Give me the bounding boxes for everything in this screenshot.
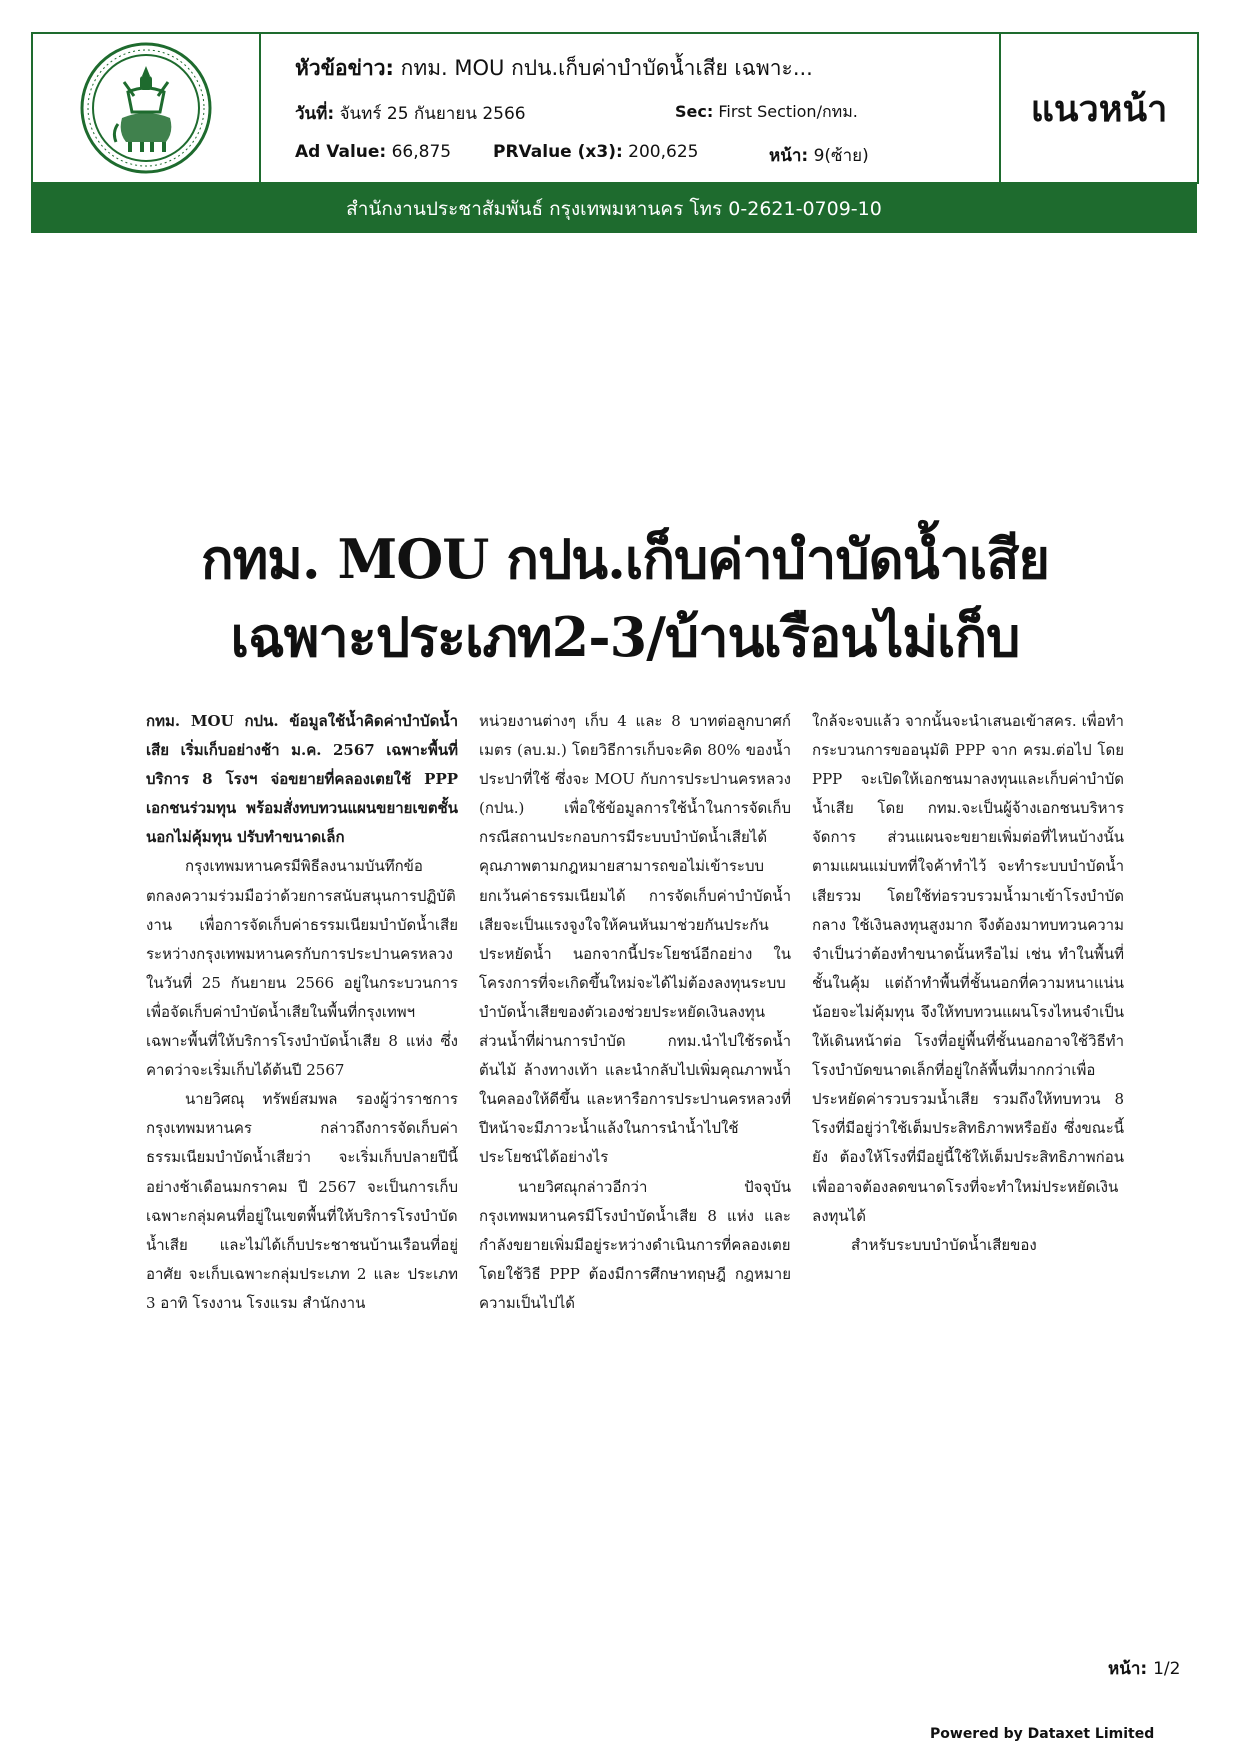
column-1 [146, 707, 458, 1318]
prvalue: 200,625 [628, 142, 699, 162]
date-field [295, 100, 526, 127]
page-number [1108, 1655, 1180, 1682]
body-paragraph: กรุงเทพมหานครมีพิธีลงนามบันทึกข้อตกลงความร่วมมือว่าด้วยการสนับสนุนการปฏิบัติงาน เพื่อการจัดเก็บค่าธรรมเนียมบำบัดน้ำเสียระหว่างกรุงเทพมหานครกับการประปานครหลวง ในวันที่ 25 กันยายน 2566 อยู่ในกระบวนการเพื่อจัดเก็บค่าบำบัดน้ำเสียในพื้นที่กรุงเทพฯ เฉพาะพื้นที่ให้บริการโรงบำบัดน้ำเสีย 8 แห่ง ซึ่งคาดว่าจะเริ่มเก็บได้ต้นปี 2567 [146, 857, 458, 1080]
page-label: หน้า: [769, 146, 809, 166]
prvalue-label: PRValue (x3): [493, 142, 623, 162]
header-box [31, 32, 1199, 184]
logo-cell [33, 34, 261, 182]
lead-paragraph: กทม. MOU กปน. ข้อมูลใช้น้ำคิดค่าบำบัดน้ำเสีย เริ่มเก็บอย่างช้า ม.ค. 2567 เฉพาะพื้นที่บริการ 8 โรงฯ จ่อขยายที่คลองเตยใช้ PPP เอกชนร่วมทุน พร้อมสั่งทบทวนแผนขยายเขตชั้นนอกไม่คุ้มทุน ปรับทำขนาดเล็ก [146, 712, 458, 847]
page-field [769, 142, 869, 169]
ad-value: 66,875 [391, 142, 452, 162]
section-label: Sec: [675, 102, 714, 121]
headline-label: หัวข้อข่าว: [295, 56, 394, 80]
date-value: จันทร์ 25 กันยายน 2566 [339, 104, 526, 124]
ad-value-label: Ad Value: [295, 142, 387, 162]
article-body [146, 707, 1126, 1437]
headline-line-2: เฉพาะประเภท2-3/บ้านเรือนไม่เก็บ [230, 605, 1020, 669]
section-field [675, 100, 858, 125]
section-value: First Section/กทม. [718, 102, 858, 121]
headline-value: กทม. MOU กปน.เก็บค่าบำบัดน้ำเสีย เฉพาะ... [400, 56, 813, 80]
body-paragraph: หน่วยงานต่างๆ เก็บ 4 และ 8 บาทต่อลูกบาศก์เมตร (ลบ.ม.) โดยวิธีการเก็บจะคิด 80% ของน้ำประปาที่ใช้ ซึ่งจะ MOU กับการประปานครหลวง (กปน.) เพื่อใช้ข้อมูลการใช้น้ำในการจัดเก็บ กรณีสถานประกอบการมีระบบบำบัดน้ำเสียได้คุณภาพตามกฎหมายสามารถขอไม่เข้าระบบ ยกเว้นค่าธรรมเนียมได้ การจัดเก็บค่าบำบัดน้ำเสียจะเป็นแรงจูงใจให้คนหันมาช่วยกันประกันประหยัดน้ำ นอกจากนี้ประโยชน์อีกอย่าง ในโครงการที่จะเกิดขึ้นใหม่จะได้ไม่ต้องลงทุนระบบบำบัดน้ำเสียของตัวเองช่วยประหยัดเงินลงทุน ส่วนน้ำที่ผ่านการบำบัด กทม.นำไปใช้รดน้ำต้นไม้ ล้างทางเท้า และนำกลับไปเพิ่มคุณภาพน้ำในคลองให้ดีขึ้น และหารือการประปานครหลวงที่ปีหน้าจะมีภาวะน้ำแล้งในการนำน้ำไปใช้ประโยชน์ได้อย่างไร [479, 712, 791, 1167]
body-paragraph: สำหรับระบบบำบัดน้ำเสียของ [851, 1235, 1037, 1254]
headline-field [295, 52, 813, 85]
page-number-value: 1/2 [1153, 1659, 1181, 1679]
office-bar [31, 184, 1197, 233]
page-value: 9(ซ้าย) [813, 146, 869, 166]
ad-value-field [295, 142, 451, 162]
info-cell [261, 34, 1001, 182]
powered-by: Powered by Dataxet Limited [930, 1726, 1155, 1742]
article-headline [70, 520, 1180, 676]
headline-line-1: กทม. MOU กปน.เก็บค่าบำบัดน้ำเสีย [201, 527, 1049, 591]
clipping-header [31, 32, 1197, 233]
office-bar-text: สำนักงานประชาสัมพันธ์ กรุงเทพมหานคร โทร 0-2621-0709-10 [346, 197, 882, 220]
body-paragraph: ใกล้จะจบแล้ว จากนั้นจะนำเสนอเข้าสคร. เพื่อทำกระบวนการขออนุมัติ PPP จาก ครม.ต่อไป โดย PPP จะเปิดให้เอกชนมาลงทุนและเก็บค่าบำบัดน้ำเสีย โดย กทม.จะเป็นผู้จ้างเอกชนบริหารจัดการ ส่วนแผนจะขยายเพิ่มต่อที่ไหนบ้างนั้น ตามแผนแม่บทที่ใจค้าทำไว้ จะทำระบบบำบัดน้ำเสียรวม โดยใช้ท่อรวบรวมน้ำมาเข้าโรงบำบัดกลาง ใช้เงินลงทุนสูงมาก จึงต้องมาทบทวนความจำเป็นว่าต้องทำขนาดนั้นหรือไม่ เช่น ทำในพื้นที่ชั้นในคุ้ม แต่ถ้าทำพื้นที่ชั้นนอกที่ความหนาแน่นน้อยจะไม่คุ้มทุน จึงให้ทบทวนแผนโรงไหนจำเป็นให้เดินหน้าต่อ โรงที่อยู่พื้นที่ชั้นนอกอาจใช้วิธีทำโรงบำบัดขนาดเล็กที่อยู่ใกล้พื้นที่มากกว่าเพื่อประหยัดค่ารวบรวมน้ำเสีย รวมถึงให้ทบทวน 8 โรงที่มีอยู่ว่าใช้เต็มประสิทธิภาพหรือยัง ซึ่งขณะนี้ยัง ต้องให้โรงที่มีอยู่นี้ใช้ให้เต็มประสิทธิภาพก่อน เพื่ออาจต้องลดขนาดโรงที่จะทำใหม่ประหยัดเงินลงทุนได้ [812, 712, 1124, 1225]
body-paragraph: นายวิศณุกล่าวอีกว่า ปัจจุบันกรุงเทพมหานครมีโรงบำบัดน้ำเสีย 8 แห่ง และกำลังขยายเพิ่มมีอยู่ระหว่างดำเนินการที่คลองเตย โดยใช้วิธี PPP ต้องมีการศึกษาทฤษฎี กฎหมาย ความเป็นไปได้ [479, 1177, 791, 1312]
publication-cell [1001, 34, 1197, 182]
column-3 [812, 707, 1124, 1260]
body-paragraph: นายวิศณุ ทรัพย์สมพล รองผู้ว่าราชการกรุงเทพมหานคร กล่าวถึงการจัดเก็บค่าธรรมเนียมบำบัดน้ำเสียว่า จะเริ่มเก็บปลายปีนี้ อย่างช้าเดือนมกราคม ปี 2567 จะเป็นการเก็บเฉพาะกลุ่มคนที่อยู่ในเขตพื้นที่ให้บริการโรงบำบัดน้ำเสีย และไม่ได้เก็บประชาชนบ้านเรือนที่อยู่อาศัย จะเก็บเฉพาะกลุ่มประเภท 2 และ ประเภท 3 อาทิ โรงงาน โรงแรม สำนักงาน [146, 1090, 458, 1312]
page-number-label: หน้า: [1108, 1659, 1148, 1679]
publication-name: แนวหน้า [1030, 88, 1168, 130]
prvalue-field [493, 142, 698, 162]
date-label: วันที่: [295, 104, 335, 124]
column-2 [479, 707, 791, 1318]
bma-seal-logo [78, 40, 214, 176]
